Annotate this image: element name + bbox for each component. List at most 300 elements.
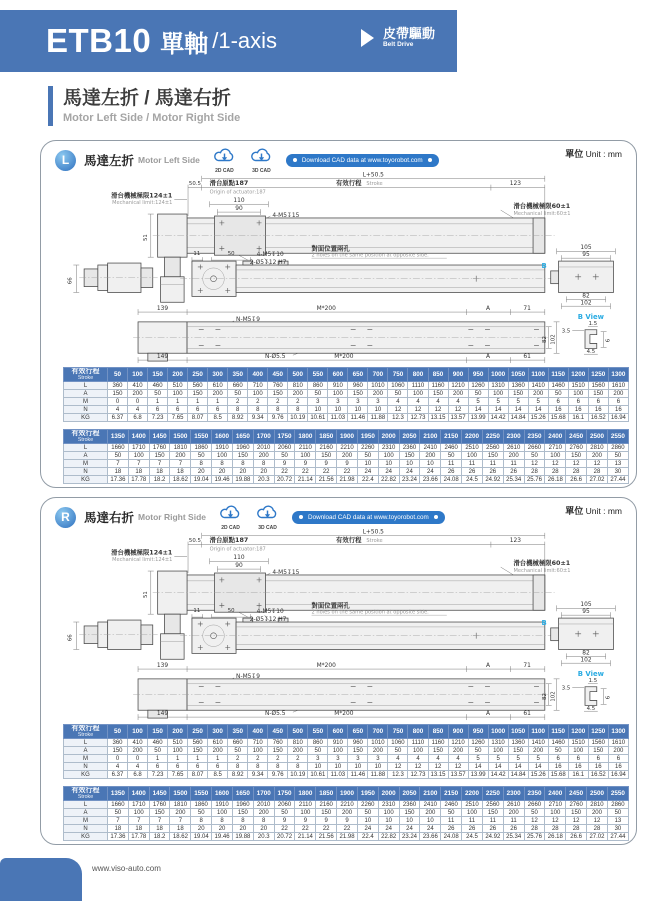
- data-cell: 8: [212, 460, 233, 468]
- data-cell: 1860: [191, 444, 212, 452]
- data-cell: 11.46: [348, 771, 368, 779]
- data-cell: 1010: [368, 739, 388, 747]
- data-cell: 16: [568, 406, 588, 414]
- data-cell: 6: [568, 755, 588, 763]
- data-cell: 200: [170, 452, 191, 460]
- dim-139-label: 139: [156, 306, 169, 313]
- stroke-value-header: 1500: [170, 787, 191, 801]
- data-cell: 20: [191, 468, 212, 476]
- table-row: [64, 763, 629, 771]
- stroke-value-header: 1350: [108, 430, 129, 444]
- data-cell: 50: [548, 390, 568, 398]
- b-view-label: B View: [577, 669, 604, 678]
- origin-label-zh: 滑台原點187: [209, 179, 249, 188]
- data-cell: 10: [348, 406, 368, 414]
- data-cell: 200: [368, 390, 388, 398]
- data-cell: 19.88: [232, 833, 253, 841]
- data-cell: 2010: [253, 444, 274, 452]
- stroke-value-header: 450: [268, 368, 288, 382]
- data-cell: 12: [428, 763, 448, 771]
- unit-label: 單位 Unit : mm: [565, 506, 622, 516]
- panel-title-zh: 馬達右折: [84, 511, 135, 525]
- data-cell: 16: [568, 763, 588, 771]
- data-cell: 9.34: [248, 414, 268, 422]
- stroke-value-header: 50: [108, 368, 128, 382]
- data-cell: 1260: [468, 739, 488, 747]
- data-cell: 100: [488, 390, 508, 398]
- data-cell: 2160: [316, 444, 337, 452]
- data-cell: 2810: [587, 444, 608, 452]
- panel-title-en: Motor Right Side: [138, 512, 207, 522]
- stroke-table-1: [63, 724, 629, 779]
- data-cell: 8.07: [188, 414, 208, 422]
- data-cell: 20: [232, 468, 253, 476]
- data-cell: 26.6: [566, 476, 587, 484]
- data-cell: 12: [587, 817, 608, 825]
- data-cell: 18: [170, 825, 191, 833]
- data-cell: 1: [208, 398, 228, 406]
- data-cell: 22.82: [378, 476, 399, 484]
- data-cell: 50: [148, 747, 168, 755]
- data-cell: 28: [587, 825, 608, 833]
- dim-82-bottom-label: 82: [541, 693, 548, 700]
- data-cell: 16.52: [588, 771, 608, 779]
- data-cell: 150: [588, 747, 608, 755]
- data-cell: 200: [587, 452, 608, 460]
- stroke-value-header: 950: [468, 725, 488, 739]
- data-cell: 8: [228, 763, 248, 771]
- data-cell: 8: [268, 763, 288, 771]
- mech-limit-left-zh: 滑台機械極限124±1: [111, 548, 173, 557]
- stroke-value-header: 2550: [607, 430, 628, 444]
- data-cell: 1610: [608, 382, 628, 390]
- data-cell: 100: [212, 809, 233, 817]
- data-cell: 4: [428, 755, 448, 763]
- data-cell: 21.14: [295, 833, 316, 841]
- dim-51-label: 51: [142, 591, 149, 598]
- stroke-value-header: 2050: [399, 787, 420, 801]
- data-cell: 16.52: [588, 414, 608, 422]
- data-cell: 1810: [170, 444, 191, 452]
- stroke-value-header: 750: [388, 368, 408, 382]
- data-cell: 8: [212, 817, 233, 825]
- dim-90-label: 90: [235, 206, 243, 213]
- mech-limit-right-zh: 滑台機械極限60±1: [513, 559, 571, 568]
- stroke-value-header: 550: [308, 725, 328, 739]
- data-cell: 150: [428, 747, 448, 755]
- dim-102-section-label: 102: [580, 657, 592, 664]
- data-cell: 12: [566, 460, 587, 468]
- axis-label-en: /1-axis: [212, 28, 278, 53]
- dim-139-label: 139: [156, 663, 169, 670]
- b-view-detail: [585, 687, 597, 706]
- data-cell: 10: [420, 817, 441, 825]
- stroke-value-header: 2500: [587, 430, 608, 444]
- data-cell: 2460: [441, 444, 462, 452]
- data-cell: 150: [232, 452, 253, 460]
- data-cell: 1010: [368, 382, 388, 390]
- data-cell: 11.88: [368, 414, 388, 422]
- data-cell: 1110: [408, 382, 428, 390]
- stroke-value-header: 2400: [545, 430, 566, 444]
- stroke-value-header: 2400: [545, 787, 566, 801]
- data-cell: 610: [208, 382, 228, 390]
- data-cell: 24: [357, 468, 378, 476]
- cad-3d-label: 3D CAD: [258, 524, 277, 531]
- data-cell: 28: [524, 825, 545, 833]
- data-cell: 6: [548, 755, 568, 763]
- data-cell: 12: [428, 406, 448, 414]
- data-cell: 27.02: [587, 833, 608, 841]
- data-cell: 100: [128, 809, 149, 817]
- data-cell: 2360: [399, 801, 420, 809]
- data-cell: 8: [248, 406, 268, 414]
- data-cell: 19.04: [191, 476, 212, 484]
- stroke-value-header: 1100: [528, 725, 548, 739]
- opposite-holes-en: 2 holes on the same position at opposite side.: [311, 609, 429, 616]
- data-cell: 26: [503, 468, 524, 476]
- data-cell: 1460: [548, 382, 568, 390]
- data-cell: 20: [191, 825, 212, 833]
- data-cell: 150: [399, 809, 420, 817]
- dim-90-label: 90: [235, 563, 243, 570]
- data-cell: 11.88: [368, 771, 388, 779]
- data-cell: 20: [212, 468, 233, 476]
- data-cell: 5: [488, 398, 508, 406]
- data-cell: 10: [348, 763, 368, 771]
- data-cell: 21.56: [316, 833, 337, 841]
- data-cell: 8.92: [228, 414, 248, 422]
- data-cell: 9: [337, 817, 358, 825]
- data-cell: 18: [108, 468, 129, 476]
- data-cell: 4: [408, 755, 428, 763]
- data-cell: 16: [588, 763, 608, 771]
- stroke-value-header: 2000: [378, 430, 399, 444]
- data-cell: 9: [274, 460, 295, 468]
- table-row: [64, 468, 629, 476]
- data-cell: 1360: [508, 739, 528, 747]
- technical-drawing: [49, 524, 627, 722]
- data-cell: 8: [253, 460, 274, 468]
- data-cell: 50: [388, 390, 408, 398]
- dim-82-section-label: 82: [582, 293, 590, 300]
- data-cell: 10: [328, 763, 348, 771]
- data-cell: 8: [288, 763, 308, 771]
- row-label-cell: L: [64, 444, 108, 452]
- stroke-value-header: 1100: [528, 368, 548, 382]
- table-row: [64, 460, 629, 468]
- data-cell: 8: [248, 763, 268, 771]
- data-cell: 2860: [607, 801, 628, 809]
- data-cell: 8.5: [208, 771, 228, 779]
- data-cell: 13.99: [468, 414, 488, 422]
- stroke-value-header: 1300: [608, 368, 628, 382]
- stroke-value-header: 1600: [212, 787, 233, 801]
- data-cell: 8: [191, 460, 212, 468]
- data-cell: 13: [607, 817, 628, 825]
- data-cell: 14: [528, 763, 548, 771]
- data-cell: 0: [128, 755, 148, 763]
- cloud-download-icon: [218, 504, 243, 522]
- data-cell: 0: [128, 398, 148, 406]
- data-cell: 10: [399, 817, 420, 825]
- footer-logo-block: [0, 858, 82, 901]
- data-cell: 11: [441, 817, 462, 825]
- data-cell: 1760: [149, 444, 170, 452]
- side-view: [79, 618, 552, 653]
- data-cell: 1110: [408, 739, 428, 747]
- stroke-value-header: 700: [368, 725, 388, 739]
- download-cad-button[interactable]: [292, 511, 445, 524]
- table-row: [64, 739, 629, 747]
- data-cell: 3: [328, 398, 348, 406]
- data-cell: 20.3: [253, 833, 274, 841]
- data-cell: 21.98: [337, 476, 358, 484]
- stroke-value-header: 1050: [508, 368, 528, 382]
- dim-m200-bottom-label: M*200: [334, 711, 354, 718]
- row-label-cell: A: [64, 809, 108, 817]
- data-cell: 11: [441, 460, 462, 468]
- dim-3-5-label: 3.5: [561, 328, 571, 335]
- data-cell: 9: [316, 460, 337, 468]
- tap-n-m5-9-label: N-M5↧9: [236, 316, 261, 323]
- cloud-download-icon: [255, 504, 280, 522]
- mech-limit-left-zh: 滑台機械極限124±1: [111, 191, 173, 200]
- stroke-label-en: Stroke: [366, 538, 383, 545]
- data-cell: 6: [168, 406, 188, 414]
- data-cell: 12: [448, 763, 468, 771]
- data-cell: 3: [368, 398, 388, 406]
- panel-motor-right: [40, 497, 637, 845]
- data-cell: 2310: [378, 801, 399, 809]
- data-cell: 760: [268, 382, 288, 390]
- data-cell: 25.34: [503, 476, 524, 484]
- panel-title-en: Motor Left Side: [138, 155, 200, 165]
- data-cell: 3: [348, 755, 368, 763]
- data-cell: 11: [462, 460, 483, 468]
- data-cell: 1: [168, 755, 188, 763]
- bullet-icon: [428, 158, 432, 162]
- dim-82-bottom-label: 82: [541, 336, 548, 343]
- data-cell: 2060: [274, 801, 295, 809]
- data-cell: 17.36: [108, 833, 129, 841]
- data-cell: 1210: [448, 382, 468, 390]
- data-cell: 6: [568, 398, 588, 406]
- data-cell: 2: [248, 398, 268, 406]
- data-cell: 19.88: [232, 476, 253, 484]
- data-cell: 20: [253, 468, 274, 476]
- stroke-value-header: 450: [268, 725, 288, 739]
- dim-m200-top-label: M*200: [316, 663, 336, 670]
- data-cell: 14: [468, 406, 488, 414]
- data-cell: 20.72: [274, 476, 295, 484]
- hole-h7-label: 2-Ø5↧12 H7: [249, 260, 287, 267]
- data-cell: 460: [148, 739, 168, 747]
- data-cell: 22: [274, 825, 295, 833]
- data-cell: 18: [149, 468, 170, 476]
- row-label-cell: L: [64, 801, 108, 809]
- data-cell: 10: [308, 406, 328, 414]
- cloud-download-icon: [212, 147, 237, 165]
- data-cell: 2260: [357, 444, 378, 452]
- data-cell: 11.03: [328, 414, 348, 422]
- data-cell: 10: [357, 460, 378, 468]
- dim-11-label: 11: [193, 251, 201, 258]
- data-cell: 560: [188, 739, 208, 747]
- data-cell: 24: [399, 825, 420, 833]
- data-cell: 460: [148, 382, 168, 390]
- data-cell: 2110: [295, 444, 316, 452]
- data-cell: 2860: [607, 444, 628, 452]
- stroke-value-header: 400: [248, 368, 268, 382]
- data-cell: 6: [588, 755, 608, 763]
- data-cell: 24: [420, 825, 441, 833]
- data-cell: 1910: [212, 801, 233, 809]
- dim-102-bottom-label: 102: [550, 334, 557, 345]
- data-cell: 18: [149, 825, 170, 833]
- data-cell: 28: [545, 468, 566, 476]
- stroke-value-header: 900: [448, 368, 468, 382]
- stroke-label-zh: 有效行程: [336, 179, 362, 188]
- dim-105-label: 105: [580, 601, 592, 608]
- data-cell: 2260: [357, 801, 378, 809]
- data-cell: 150: [482, 809, 503, 817]
- data-cell: 200: [337, 809, 358, 817]
- data-cell: 23.66: [420, 476, 441, 484]
- data-cell: 17.78: [128, 476, 149, 484]
- data-cell: 19.46: [212, 833, 233, 841]
- data-cell: 1810: [170, 801, 191, 809]
- data-cell: 960: [348, 382, 368, 390]
- stroke-value-header: 1550: [191, 787, 212, 801]
- model-name: ETB10: [46, 22, 152, 59]
- data-cell: 30: [607, 468, 628, 476]
- data-cell: 2410: [420, 444, 441, 452]
- stroke-value-header: 2200: [462, 787, 483, 801]
- data-cell: 100: [328, 747, 348, 755]
- row-label-cell: N: [64, 763, 108, 771]
- data-cell: 0: [108, 398, 128, 406]
- table-row: [64, 414, 629, 422]
- stroke-value-header: 2350: [524, 787, 545, 801]
- data-cell: 50: [607, 809, 628, 817]
- stroke-value-header: 800: [408, 368, 428, 382]
- data-cell: 14: [488, 406, 508, 414]
- data-cell: 150: [428, 390, 448, 398]
- dim-102-bottom-label: 102: [550, 691, 557, 702]
- stroke-value-header: 300: [208, 725, 228, 739]
- data-cell: 4: [408, 398, 428, 406]
- data-cell: 21.14: [295, 476, 316, 484]
- data-cell: 50: [274, 452, 295, 460]
- data-cell: 2660: [524, 801, 545, 809]
- data-cell: 660: [228, 382, 248, 390]
- data-cell: 11.46: [348, 414, 368, 422]
- data-cell: 20: [212, 825, 233, 833]
- data-cell: 2610: [503, 801, 524, 809]
- data-cell: 150: [188, 747, 208, 755]
- data-cell: 30: [607, 825, 628, 833]
- data-cell: 12: [408, 406, 428, 414]
- opposite-holes-zh: 對面位置兩孔: [311, 601, 350, 610]
- data-cell: 21.98: [337, 833, 358, 841]
- dim-123-label: 123: [509, 181, 522, 188]
- data-cell: 14.42: [488, 771, 508, 779]
- data-cell: 26.18: [545, 833, 566, 841]
- data-cell: 2460: [441, 801, 462, 809]
- table-row: [64, 398, 629, 406]
- stroke-value-header: 650: [348, 725, 368, 739]
- data-cell: 2160: [316, 801, 337, 809]
- data-cell: 22.4: [357, 833, 378, 841]
- data-cell: 100: [462, 809, 483, 817]
- data-cell: 22: [316, 825, 337, 833]
- data-cell: 6.37: [108, 414, 128, 422]
- stroke-value-header: 150: [148, 368, 168, 382]
- data-cell: 24: [378, 825, 399, 833]
- drive-type-badge: [361, 27, 435, 48]
- cad-2d-label: 2D CAD: [215, 167, 234, 174]
- cad-3d-label: 3D CAD: [252, 167, 271, 174]
- data-cell: 100: [462, 452, 483, 460]
- cross-section-view: [551, 261, 614, 292]
- stroke-value-header: 150: [148, 725, 168, 739]
- stroke-value-header: 2200: [462, 430, 483, 444]
- data-cell: 100: [248, 390, 268, 398]
- data-cell: 22: [295, 825, 316, 833]
- opposite-holes-zh: 對面位置兩孔: [311, 244, 350, 253]
- bullet-icon: [293, 158, 297, 162]
- data-cell: 21.56: [316, 476, 337, 484]
- data-cell: 4: [108, 763, 128, 771]
- data-cell: 1260: [468, 382, 488, 390]
- data-cell: 5: [508, 398, 528, 406]
- data-cell: 22: [316, 468, 337, 476]
- table-row: [64, 382, 629, 390]
- data-cell: 22: [337, 825, 358, 833]
- data-cell: 19.04: [191, 833, 212, 841]
- data-cell: 1960: [232, 801, 253, 809]
- data-cell: 150: [508, 747, 528, 755]
- data-cell: 5: [528, 398, 548, 406]
- download-cad-button[interactable]: [286, 154, 439, 167]
- data-cell: 6: [608, 398, 628, 406]
- dim-71-label: 71: [523, 306, 531, 313]
- data-cell: 200: [448, 747, 468, 755]
- data-cell: 2760: [566, 444, 587, 452]
- data-cell: 14.42: [488, 414, 508, 422]
- b-view-label: B View: [577, 312, 604, 321]
- data-cell: 150: [508, 390, 528, 398]
- data-cell: 200: [420, 452, 441, 460]
- data-cell: 7: [170, 817, 191, 825]
- side-view: [79, 261, 552, 296]
- data-cell: 50: [191, 809, 212, 817]
- data-cell: 2060: [274, 444, 295, 452]
- data-cell: 9: [316, 817, 337, 825]
- data-cell: 2: [288, 755, 308, 763]
- data-cell: 7: [128, 817, 149, 825]
- tap-m5-10-label: 4-M5↧10: [256, 609, 284, 616]
- dim-110-label: 110: [233, 554, 245, 561]
- data-cell: 100: [378, 809, 399, 817]
- table-row: [64, 809, 629, 817]
- b-pointer-label: B: [541, 618, 547, 627]
- data-cell: 2510: [462, 801, 483, 809]
- dim-m200-bottom-label: M*200: [334, 354, 354, 361]
- data-cell: 50: [548, 747, 568, 755]
- data-cell: 10: [328, 406, 348, 414]
